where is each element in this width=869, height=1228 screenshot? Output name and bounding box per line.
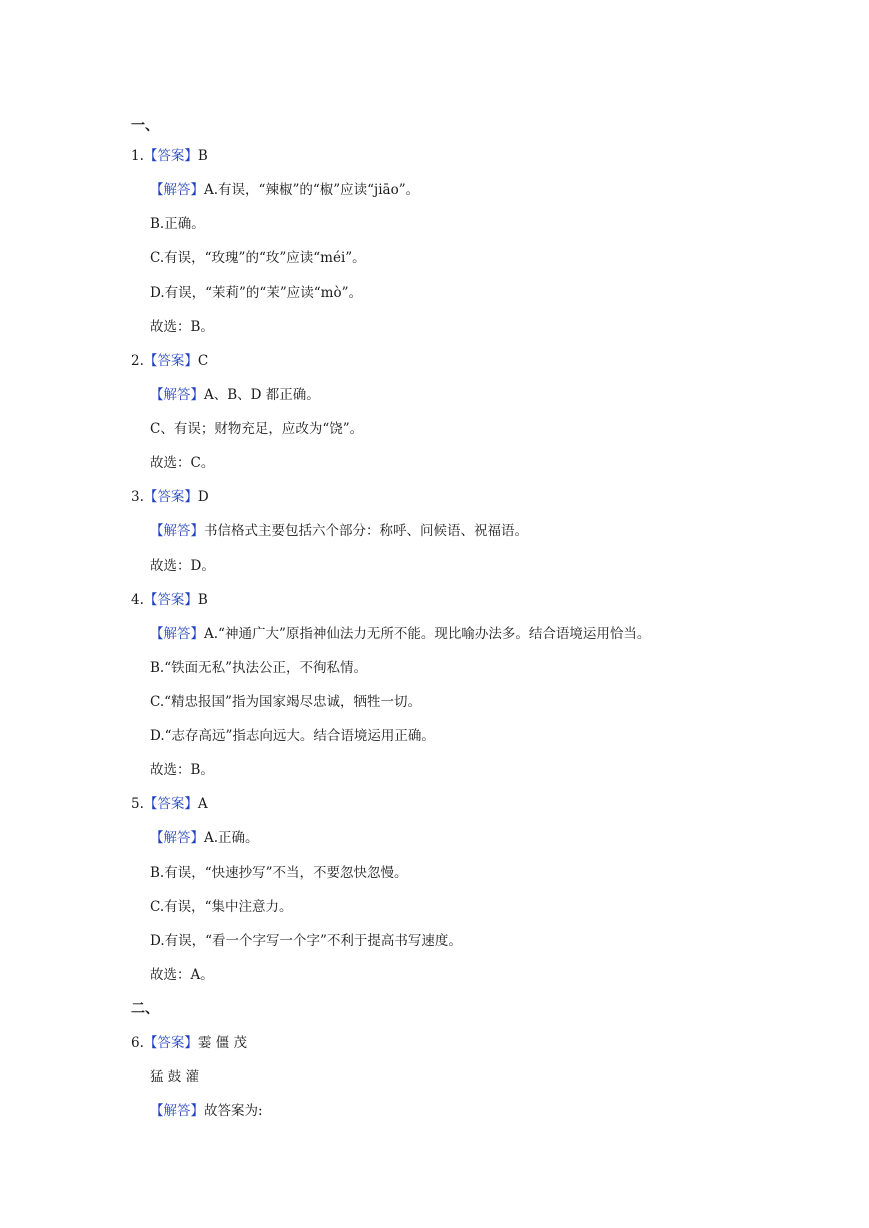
analysis-line: B.“铁面无私”执法公正，不徇私情。 <box>150 660 368 676</box>
question-1-answer <box>131 147 208 165</box>
question-5-answer <box>131 795 208 813</box>
section-heading-1: 一、 <box>131 118 159 134</box>
question-2-answer <box>131 352 208 370</box>
analysis-tag: 【解答】 <box>150 830 204 846</box>
question-6-answer <box>131 1034 247 1052</box>
analysis-text: A.有误，“辣椒”的“椒”应读“jiāo”。 <box>204 182 420 198</box>
question-4-answer <box>131 591 208 609</box>
analysis-tag: 【解答】 <box>150 1103 204 1119</box>
answer-value: 霎 僵 茂 <box>197 1035 247 1051</box>
question-4-analysis <box>150 625 650 643</box>
answer-value: B <box>197 148 208 164</box>
analysis-line: 故选：A。 <box>150 967 214 983</box>
analysis-line: C.有误，“玫瑰”的“玫”应读“méi”。 <box>150 250 366 266</box>
analysis-line: C.“精忠报国”指为国家竭尽忠诚，牺牲一切。 <box>150 694 421 710</box>
answer-value: A <box>197 796 208 812</box>
question-number: 5. <box>131 796 144 812</box>
analysis-tag: 【解答】 <box>150 626 204 642</box>
analysis-text: 书信格式主要包括六个部分：称呼、问候语、祝福语。 <box>204 523 528 539</box>
answer-tag: 【答案】 <box>143 489 198 505</box>
answer-value: B <box>197 592 208 608</box>
question-number: 3. <box>131 489 144 505</box>
analysis-tag: 【解答】 <box>150 523 204 539</box>
analysis-text: A、B、D 都正确。 <box>204 387 320 403</box>
question-3-analysis <box>150 522 528 540</box>
analysis-line: D.“志存高远”指志向远大。结合语境运用正确。 <box>150 728 435 744</box>
analysis-line: C、有误；财物充足，应改为“饶”。 <box>150 421 364 437</box>
question-2-analysis <box>150 386 320 404</box>
answer-tag: 【答案】 <box>143 1035 198 1051</box>
answer-tag: 【答案】 <box>143 592 198 608</box>
analysis-line: C.有误，“集中注意力。 <box>150 899 293 915</box>
analysis-line: 故选：D。 <box>150 558 215 574</box>
question-number: 1. <box>131 148 144 164</box>
answer-value: C <box>197 353 209 369</box>
analysis-line: D.有误，“看一个字写一个字”不利于提高书写速度。 <box>150 933 462 949</box>
analysis-line: B.正确。 <box>150 216 205 232</box>
analysis-line: 故选：B。 <box>150 319 214 335</box>
answer-tag: 【答案】 <box>143 796 198 812</box>
analysis-line: 故选：B。 <box>150 762 214 778</box>
analysis-line: B.有误，“快速抄写”不当，不要忽快忽慢。 <box>150 865 408 881</box>
question-number: 4. <box>131 592 144 608</box>
question-number: 2. <box>131 353 144 369</box>
analysis-tag: 【解答】 <box>150 387 204 403</box>
answer-tag: 【答案】 <box>143 148 198 164</box>
analysis-line: 故选：C。 <box>150 455 215 471</box>
question-number: 6. <box>131 1035 144 1051</box>
analysis-text: A.“神通广大”原指神仙法力无所不能。现比喻办法多。结合语境运用恰当。 <box>204 626 651 642</box>
analysis-text: A.正确。 <box>204 830 259 846</box>
question-1-analysis <box>150 181 419 199</box>
question-5-analysis <box>150 829 259 847</box>
answer-line: 猛 鼓 灌 <box>150 1069 200 1085</box>
analysis-text: 故答案为: <box>204 1103 263 1119</box>
question-6-analysis <box>150 1102 263 1120</box>
answer-tag: 【答案】 <box>143 353 198 369</box>
analysis-line: D.有误，“茉莉”的“茉”应读“mò”。 <box>150 285 362 301</box>
analysis-tag: 【解答】 <box>150 182 204 198</box>
answer-value: D <box>197 489 209 505</box>
section-heading-2: 二、 <box>131 1001 159 1017</box>
question-3-answer <box>131 488 209 506</box>
